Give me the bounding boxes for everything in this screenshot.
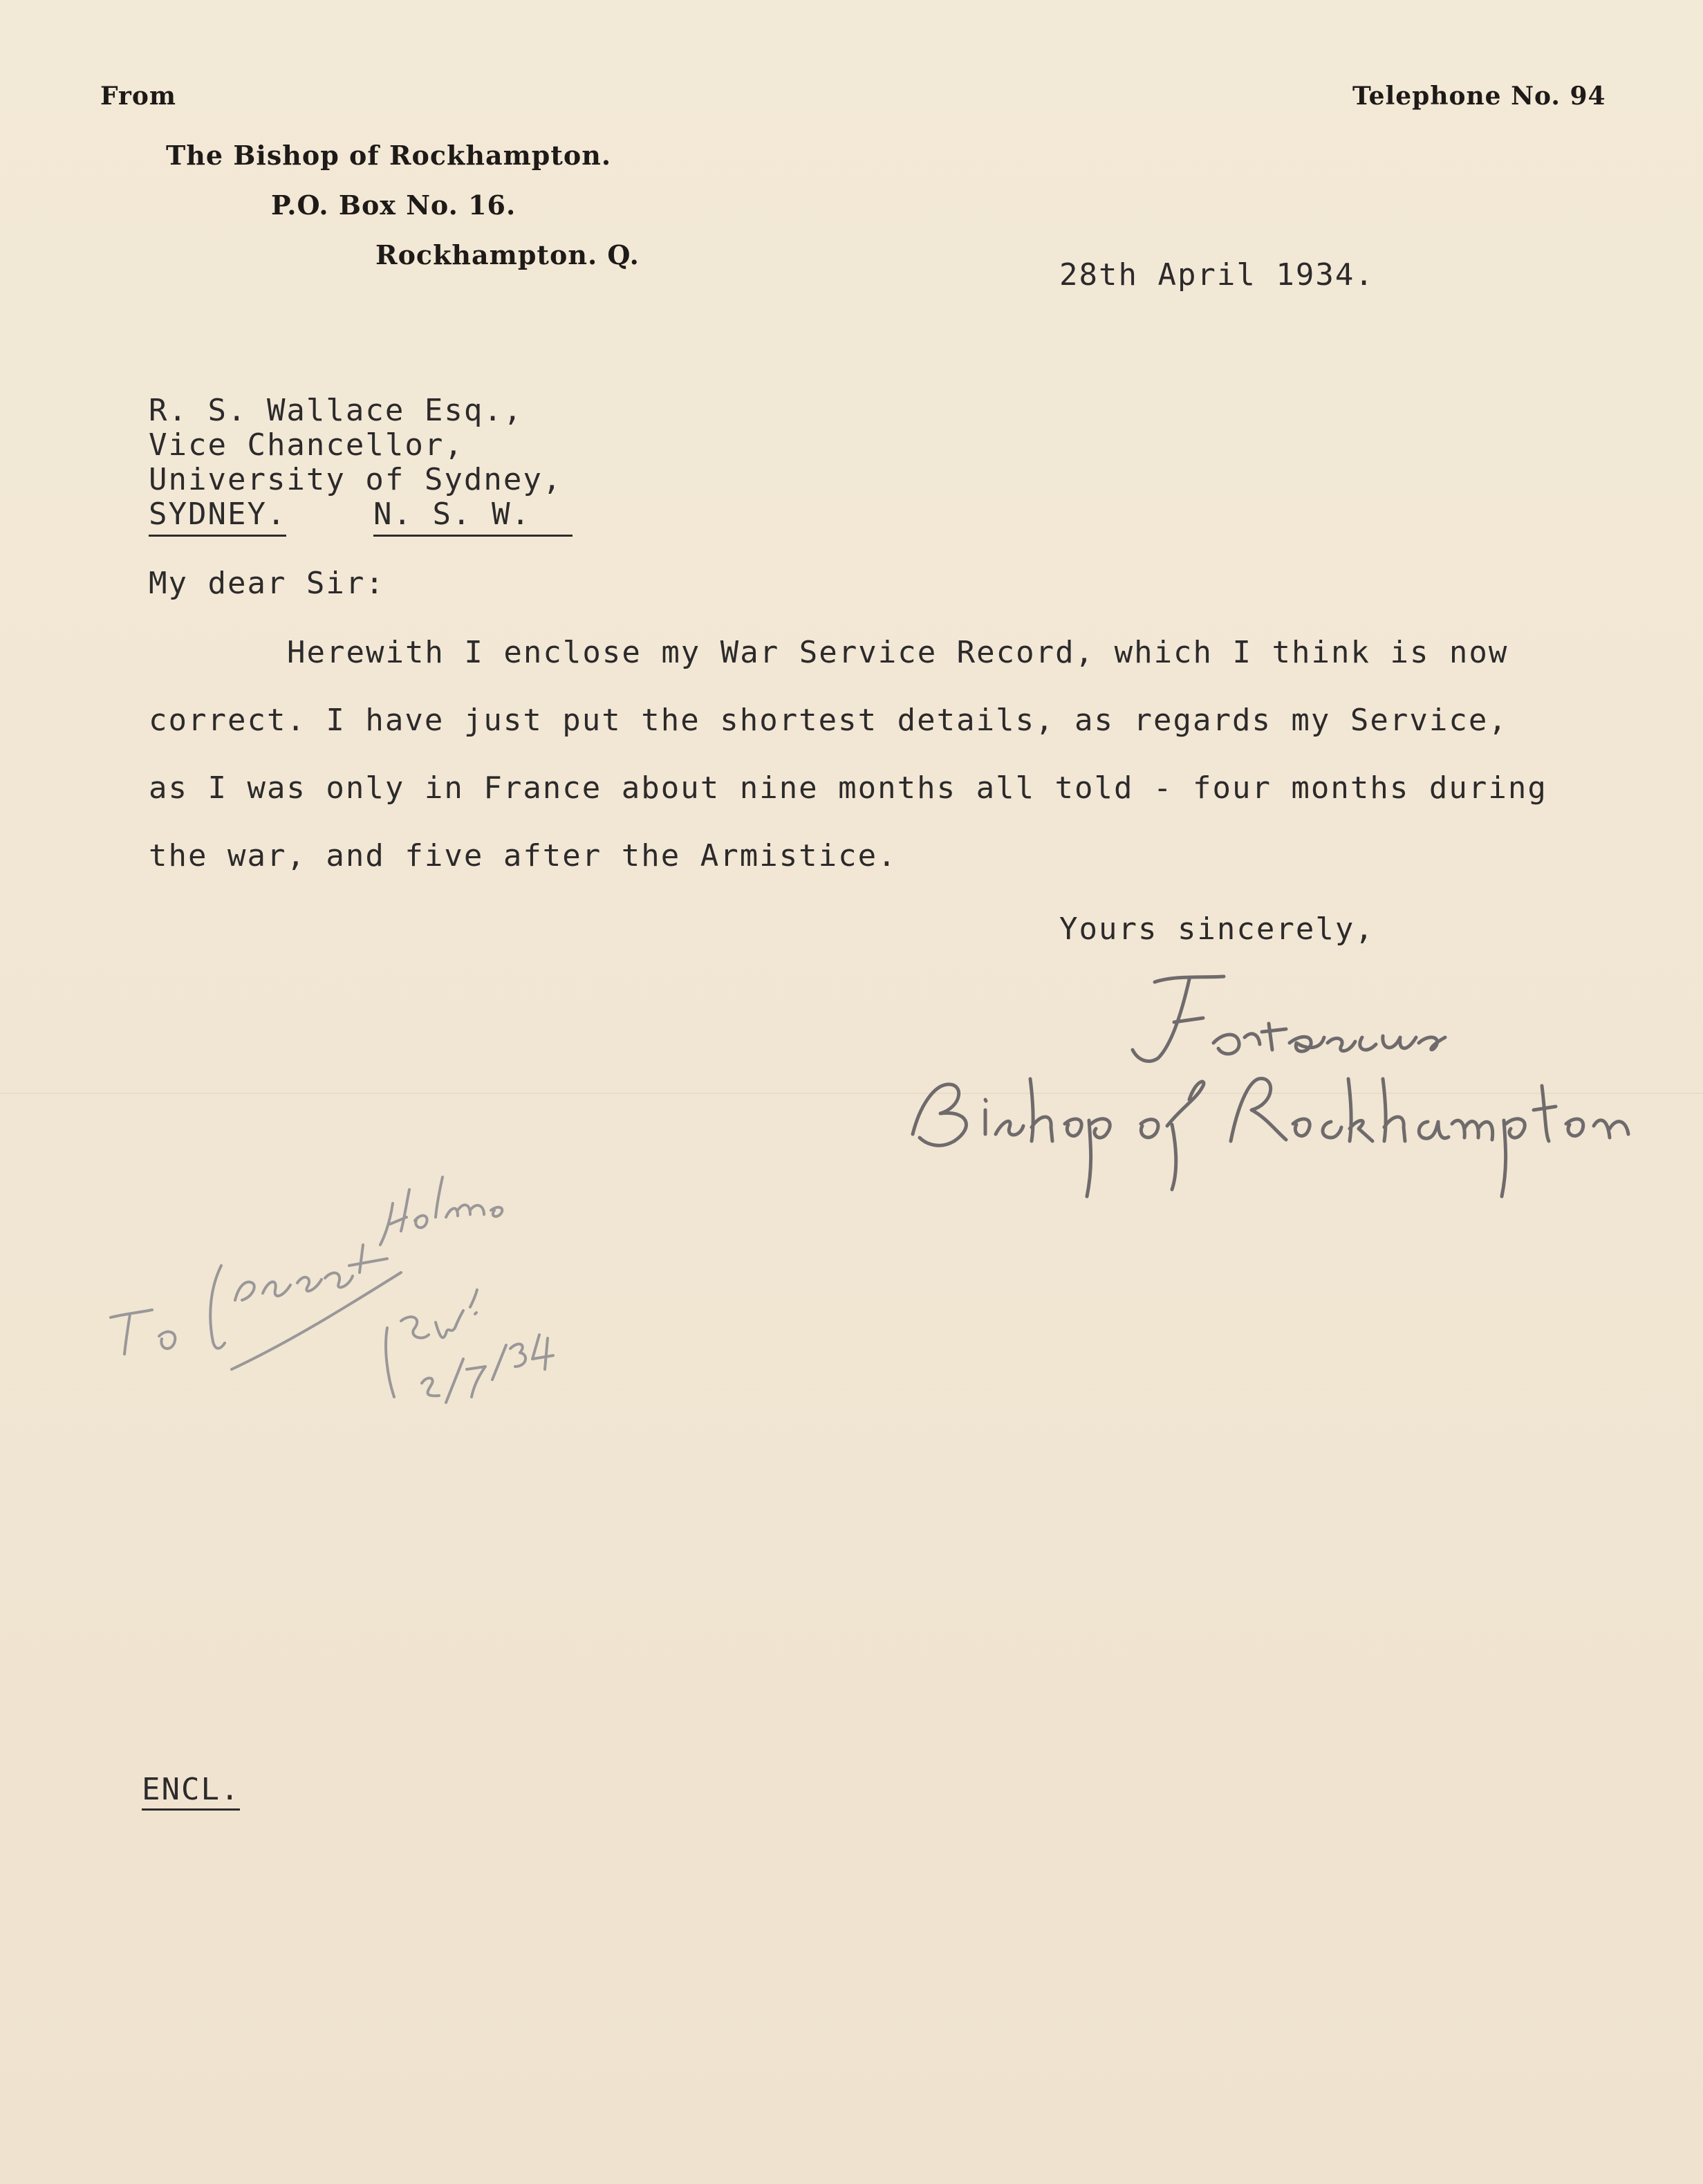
recipient-title: Vice Chancellor, [149, 427, 464, 463]
sender-po-box: P.O. Box No. 16. [271, 189, 517, 221]
body-line: Herewith I enclose my War Service Record, which I think is now [287, 635, 1509, 670]
handwritten-signature [899, 968, 1673, 1203]
telephone-number: Telephone No. 94 [1352, 82, 1606, 111]
body-line: correct. I have just put the shortest details, as regards my Service, [149, 703, 1508, 738]
pencil-annotation [97, 1162, 622, 1452]
body-line: as I was only in France about nine months all told - four months during [149, 770, 1547, 806]
recipient-state: N. S. W. [373, 497, 573, 537]
sender-town: Rockhampton. Q. [375, 239, 640, 270]
closing: Yours sincerely, [1059, 911, 1375, 947]
recipient-institution: University of Sydney, [149, 462, 563, 497]
recipient-city: SYDNEY. [149, 497, 286, 537]
recipient-name: R. S. Wallace Esq., [149, 393, 523, 428]
sender-name: The Bishop of Rockhampton. [166, 140, 612, 171]
enclosure-note: ENCL. [142, 1772, 240, 1811]
from-label: From [100, 82, 176, 111]
letter-date: 28th April 1934. [1059, 257, 1375, 293]
salutation: My dear Sir: [149, 566, 385, 601]
body-line: the war, and five after the Armistice. [149, 838, 897, 873]
